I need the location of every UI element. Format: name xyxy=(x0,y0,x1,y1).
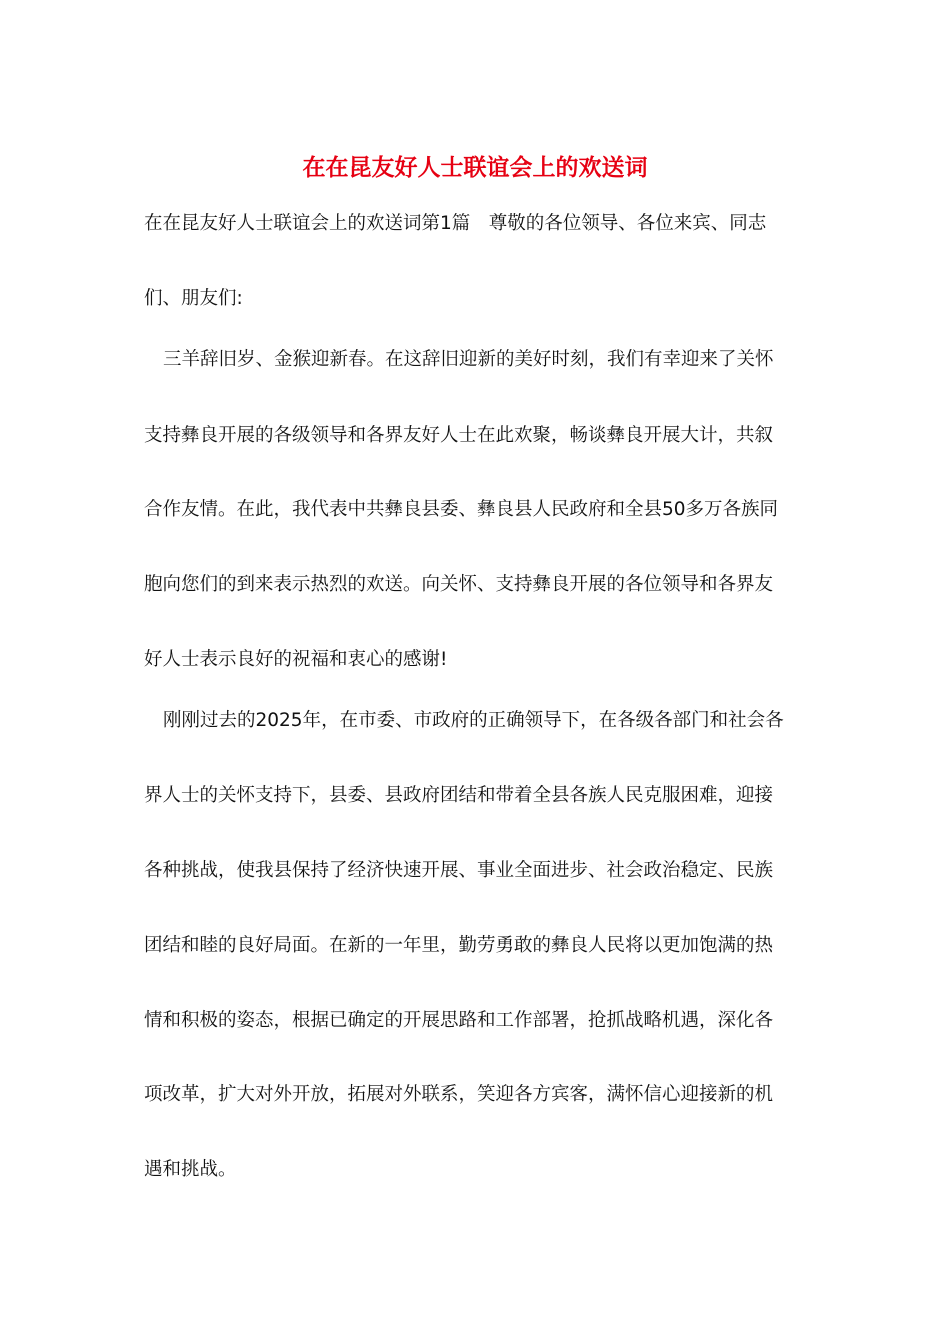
paragraph-line: 三羊辞旧岁、金猴迎新春。在这辞旧迎新的美好时刻，我们有幸迎来了关怀 xyxy=(163,349,774,370)
paragraph-line: 好人士表示良好的祝福和衷心的感谢! xyxy=(144,649,448,670)
paragraph-line: 项改革，扩大对外开放，拓展对外联系，笑迎各方宾客，满怀信心迎接新的机 xyxy=(144,1084,774,1105)
paragraph-line: 胞向您们的到来表示热烈的欢送。向关怀、支持彝良开展的各位领导和各界友 xyxy=(144,574,774,595)
paragraph-line: 刚刚过去的2025年，在市委、市政府的正确领导下，在各级各部门和社会各 xyxy=(163,710,784,731)
paragraph-line: 界人士的关怀支持下，县委、县政府团结和带着全县各族人民克服困难，迎接 xyxy=(144,785,774,806)
paragraph-line: 团结和睦的良好局面。在新的一年里，勤劳勇敢的彝良人民将以更加饱满的热 xyxy=(144,935,774,956)
paragraph-line: 在在昆友好人士联谊会上的欢送词第1篇 尊敬的各位领导、各位来宾、同志 xyxy=(144,213,767,234)
paragraph-line: 们、朋友们: xyxy=(144,288,243,309)
paragraph-line: 遇和挑战。 xyxy=(144,1159,237,1180)
paragraph-line: 各种挑战，使我县保持了经济快速开展、事业全面进步、社会政治稳定、民族 xyxy=(144,860,774,881)
paragraph-line: 支持彝良开展的各级领导和各界友好人士在此欢聚，畅谈彝良开展大计，共叙 xyxy=(144,425,774,446)
paragraph-line: 合作友情。在此，我代表中共彝良县委、彝良县人民政府和全县50多万各族同 xyxy=(144,499,779,520)
document-title: 在在昆友好人士联谊会上的欢送词 xyxy=(302,154,648,181)
paragraph-line: 情和积极的姿态，根据已确定的开展思路和工作部署，抢抓战略机遇，深化各 xyxy=(144,1010,774,1031)
